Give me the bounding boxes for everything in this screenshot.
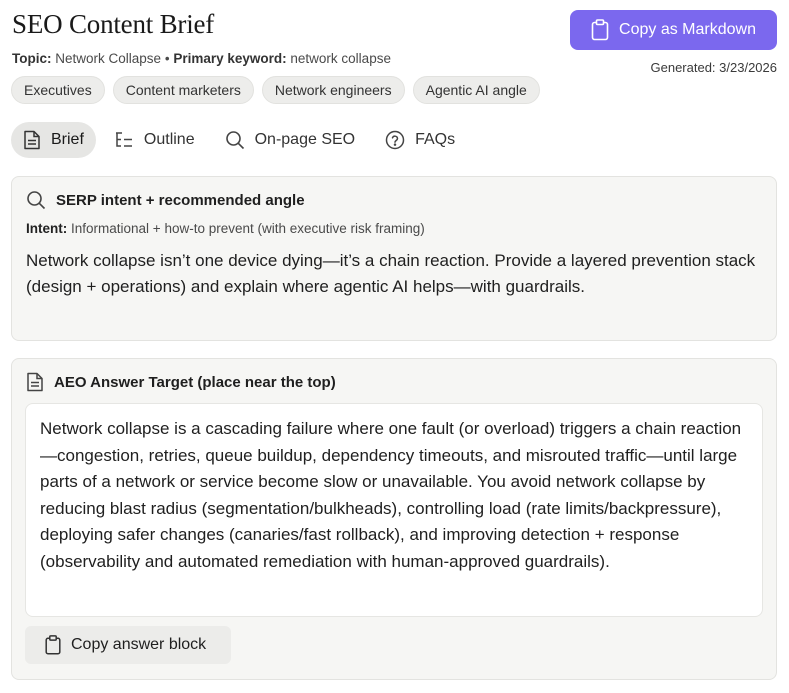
intent-value: Informational + how-to prevent (with executive risk framing)	[71, 221, 425, 236]
tag-executives: Executives	[11, 76, 105, 104]
clipboard-icon	[45, 635, 61, 655]
topic-label: Topic:	[12, 51, 52, 66]
tab-outline-label: Outline	[143, 131, 195, 148]
document-icon	[23, 130, 41, 150]
keyword-label: Primary keyword:	[173, 51, 287, 66]
tag-network-engineers: Network engineers	[262, 76, 405, 104]
tab-faqs[interactable]	[373, 122, 467, 158]
generated-date: Generated: 3/23/2026	[650, 60, 777, 75]
tab-faqs-label: FAQs	[415, 131, 456, 148]
meta-separator: •	[164, 51, 170, 66]
tab-bar	[11, 122, 467, 158]
aeo-card-header	[26, 372, 336, 392]
serp-intent-card	[11, 176, 777, 341]
copy-answer-block-button[interactable]	[25, 626, 231, 664]
aeo-answer-card	[11, 358, 777, 680]
document-icon	[26, 372, 44, 392]
keyword-value: network collapse	[290, 51, 391, 66]
tab-brief[interactable]	[11, 122, 96, 158]
page-title: SEO Content Brief	[12, 9, 215, 39]
audience-tags	[11, 76, 540, 104]
tag-agentic-ai-angle: Agentic AI angle	[413, 76, 540, 104]
intent-label: Intent:	[26, 221, 68, 236]
tab-on-page-seo[interactable]	[213, 122, 368, 158]
tab-brief-label: Brief	[51, 131, 84, 148]
search-icon	[26, 190, 46, 210]
topic-value: Network Collapse	[55, 51, 162, 66]
serp-card-header	[26, 190, 305, 210]
brief-meta	[12, 51, 391, 66]
clipboard-icon	[591, 19, 609, 41]
tab-on-page-seo-label: On-page SEO	[254, 131, 356, 148]
copy-answer-block-label: Copy answer block	[71, 636, 207, 653]
serp-card-heading: SERP intent + recommended angle	[56, 191, 305, 209]
tab-outline[interactable]	[102, 122, 207, 158]
copy-as-markdown-label: Copy as Markdown	[619, 21, 756, 38]
outline-list-icon	[114, 131, 134, 149]
aeo-card-heading: AEO Answer Target (place near the top)	[54, 373, 336, 391]
tag-content-marketers: Content marketers	[113, 76, 254, 104]
serp-angle-text: Network collapse isn’t one device dying—it’s a chain reaction. Provide a layered prevention stack (design + operations) and explain where agentic AI helps—with guardrails.	[26, 251, 756, 296]
aeo-answer-text: Network collapse is a cascading failure where one fault (or overload) triggers a chain reaction—congestion, retries, queue buildup, dependency timeouts, and misrouted traffic—until large parts of a network or service become slow or unavailable. You avoid network collapse by reducing blast radius (segmentation/bulkheads), controlling load (rate limits/backpressure), deploying safer changes (canaries/fast rollback), and improving detection + response (observability and automated remediation with human-approved guardrails).	[25, 403, 763, 617]
copy-as-markdown-button[interactable]	[570, 10, 777, 50]
help-circle-icon	[385, 130, 405, 150]
search-icon	[225, 130, 245, 150]
serp-intent-line	[26, 221, 425, 236]
